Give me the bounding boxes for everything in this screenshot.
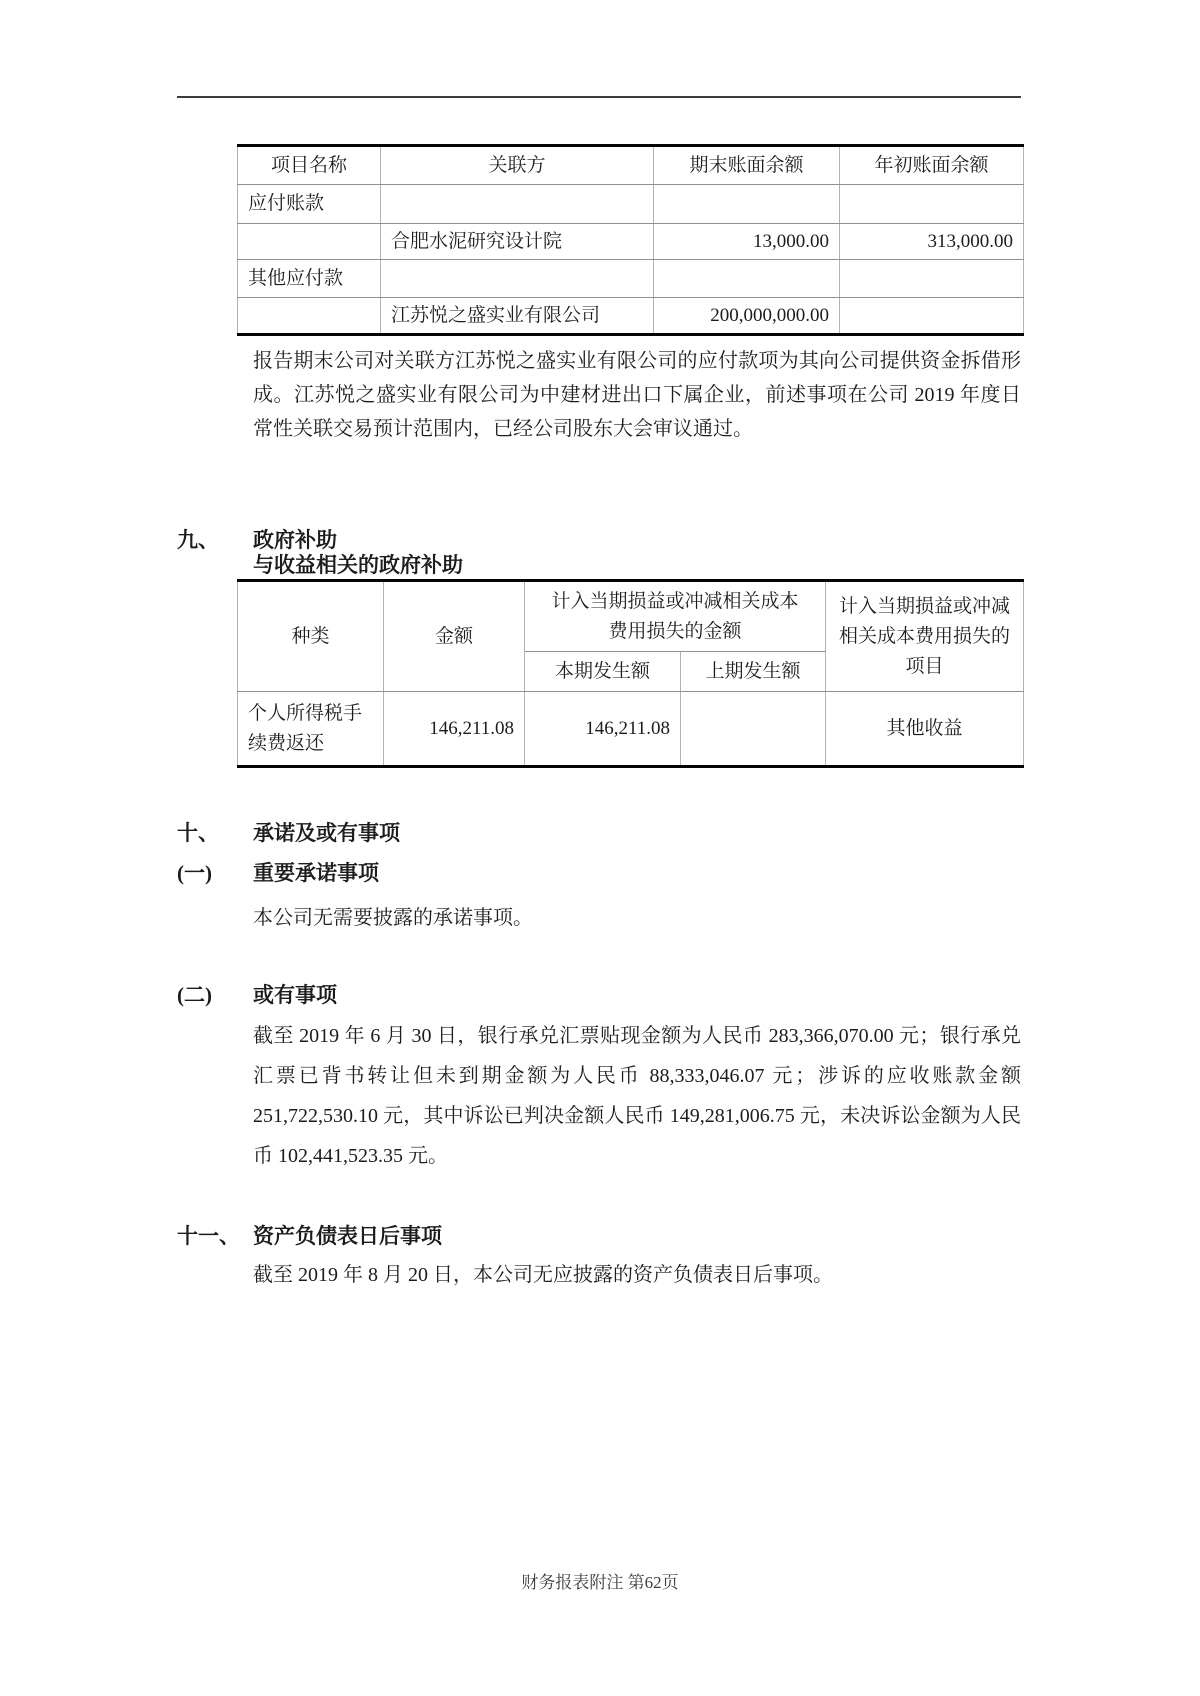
cell-related-party: [381, 260, 654, 298]
header-rule: [177, 96, 1021, 98]
section-number: 九、: [177, 528, 219, 552]
section-11-heading: [177, 1223, 1021, 1250]
section-9-heading: [177, 527, 1021, 554]
section-number: 十一、: [177, 1224, 240, 1248]
table-header-row: [238, 146, 1024, 185]
column-header: 关联方: [381, 146, 654, 185]
cell-ending-balance: 13,000.00: [654, 224, 840, 260]
cell-item-name: [238, 298, 381, 335]
subsection-number: (一): [177, 861, 212, 885]
table-row: [238, 692, 1024, 767]
section-11-body: 截至 2019 年 8 月 20 日，本公司无应披露的资产负债表日后事项。: [253, 1264, 833, 1286]
cell-item-name: 应付账款: [238, 185, 381, 224]
subsection-2-heading: [177, 982, 1021, 1009]
column-header-amount: 金额: [384, 581, 525, 692]
cell-beginning-balance: 313,000.00: [840, 224, 1024, 260]
subsection-title: 重要承诺事项: [253, 861, 379, 885]
related-party-note-paragraph: 报告期末公司对关联方江苏悦之盛实业有限公司的应付款项为其向公司提供资金拆借形成。江苏悦之盛实业有限公司为中建材进出口下属企业，前述事项在公司 2019 年度日常性关联交易预计范围内，已经公司股东大会审议通过。: [253, 350, 1021, 440]
column-header: 期末账面余额: [654, 146, 840, 185]
column-header: 项目名称: [238, 146, 381, 185]
table-header-row: [238, 581, 1024, 652]
cell-item-name: [238, 224, 381, 260]
column-header-span: 计入当期损益或冲减相关成本费用损失的金额: [525, 581, 826, 652]
government-grants-subtitle: 与收益相关的政府补助: [253, 553, 463, 577]
section-title: 承诺及或有事项: [253, 821, 400, 845]
subsection-1-body: 本公司无需要披露的承诺事项。: [253, 907, 533, 929]
subsection-number: (二): [177, 983, 212, 1007]
column-header-item: 计入当期损益或冲减相关成本费用损失的项目: [826, 581, 1024, 692]
section-10-heading: [177, 820, 1021, 847]
table-row: [238, 260, 1024, 298]
section-number: 十、: [177, 821, 219, 845]
cell-prior-amount: [681, 692, 826, 767]
column-header-kind: 种类: [238, 581, 384, 692]
cell-amount: 146,211.08: [384, 692, 525, 767]
cell-ending-balance: 200,000,000.00: [654, 298, 840, 335]
cell-related-party: 合肥水泥研究设计院: [381, 224, 654, 260]
column-subheader-current: 本期发生额: [525, 652, 681, 692]
table-row: [238, 185, 1024, 224]
cell-ending-balance: [654, 260, 840, 298]
cell-item-name: 其他应付款: [238, 260, 381, 298]
cell-kind: 个人所得税手续费返还: [238, 692, 384, 767]
cell-ending-balance: [654, 185, 840, 224]
page-footer: 财务报表附注 第62页: [521, 1573, 679, 1592]
cell-beginning-balance: [840, 260, 1024, 298]
section-title: 资产负债表日后事项: [253, 1224, 442, 1248]
government-grants-table: [237, 579, 1024, 768]
cell-item: 其他收益: [826, 692, 1024, 767]
column-header: 年初账面余额: [840, 146, 1024, 185]
related-party-balances-table: [237, 144, 1024, 336]
cell-beginning-balance: [840, 185, 1024, 224]
section-title: 政府补助: [253, 528, 337, 552]
subsection-1-heading: [177, 860, 1021, 887]
table-row: [238, 298, 1024, 335]
column-subheader-prior: 上期发生额: [681, 652, 826, 692]
cell-current-amount: 146,211.08: [525, 692, 681, 767]
contingencies-paragraph: 截至 2019 年 6 月 30 日，银行承兑汇票贴现金额为人民币 283,366,070.00 元；银行承兑汇票已背书转让但未到期金额为人民币 88,333,046.07 元；涉诉的应收账款金额 251,722,530.10 元，其中诉讼已判决金额人民币 149,281,006.75 元，未决诉讼金额为人民币 102,441,523.35 元。: [253, 1025, 1021, 1167]
cell-related-party: [381, 185, 654, 224]
subsection-title: 或有事项: [253, 983, 337, 1007]
table-row: [238, 224, 1024, 260]
cell-related-party: 江苏悦之盛实业有限公司: [381, 298, 654, 335]
cell-beginning-balance: [840, 298, 1024, 335]
